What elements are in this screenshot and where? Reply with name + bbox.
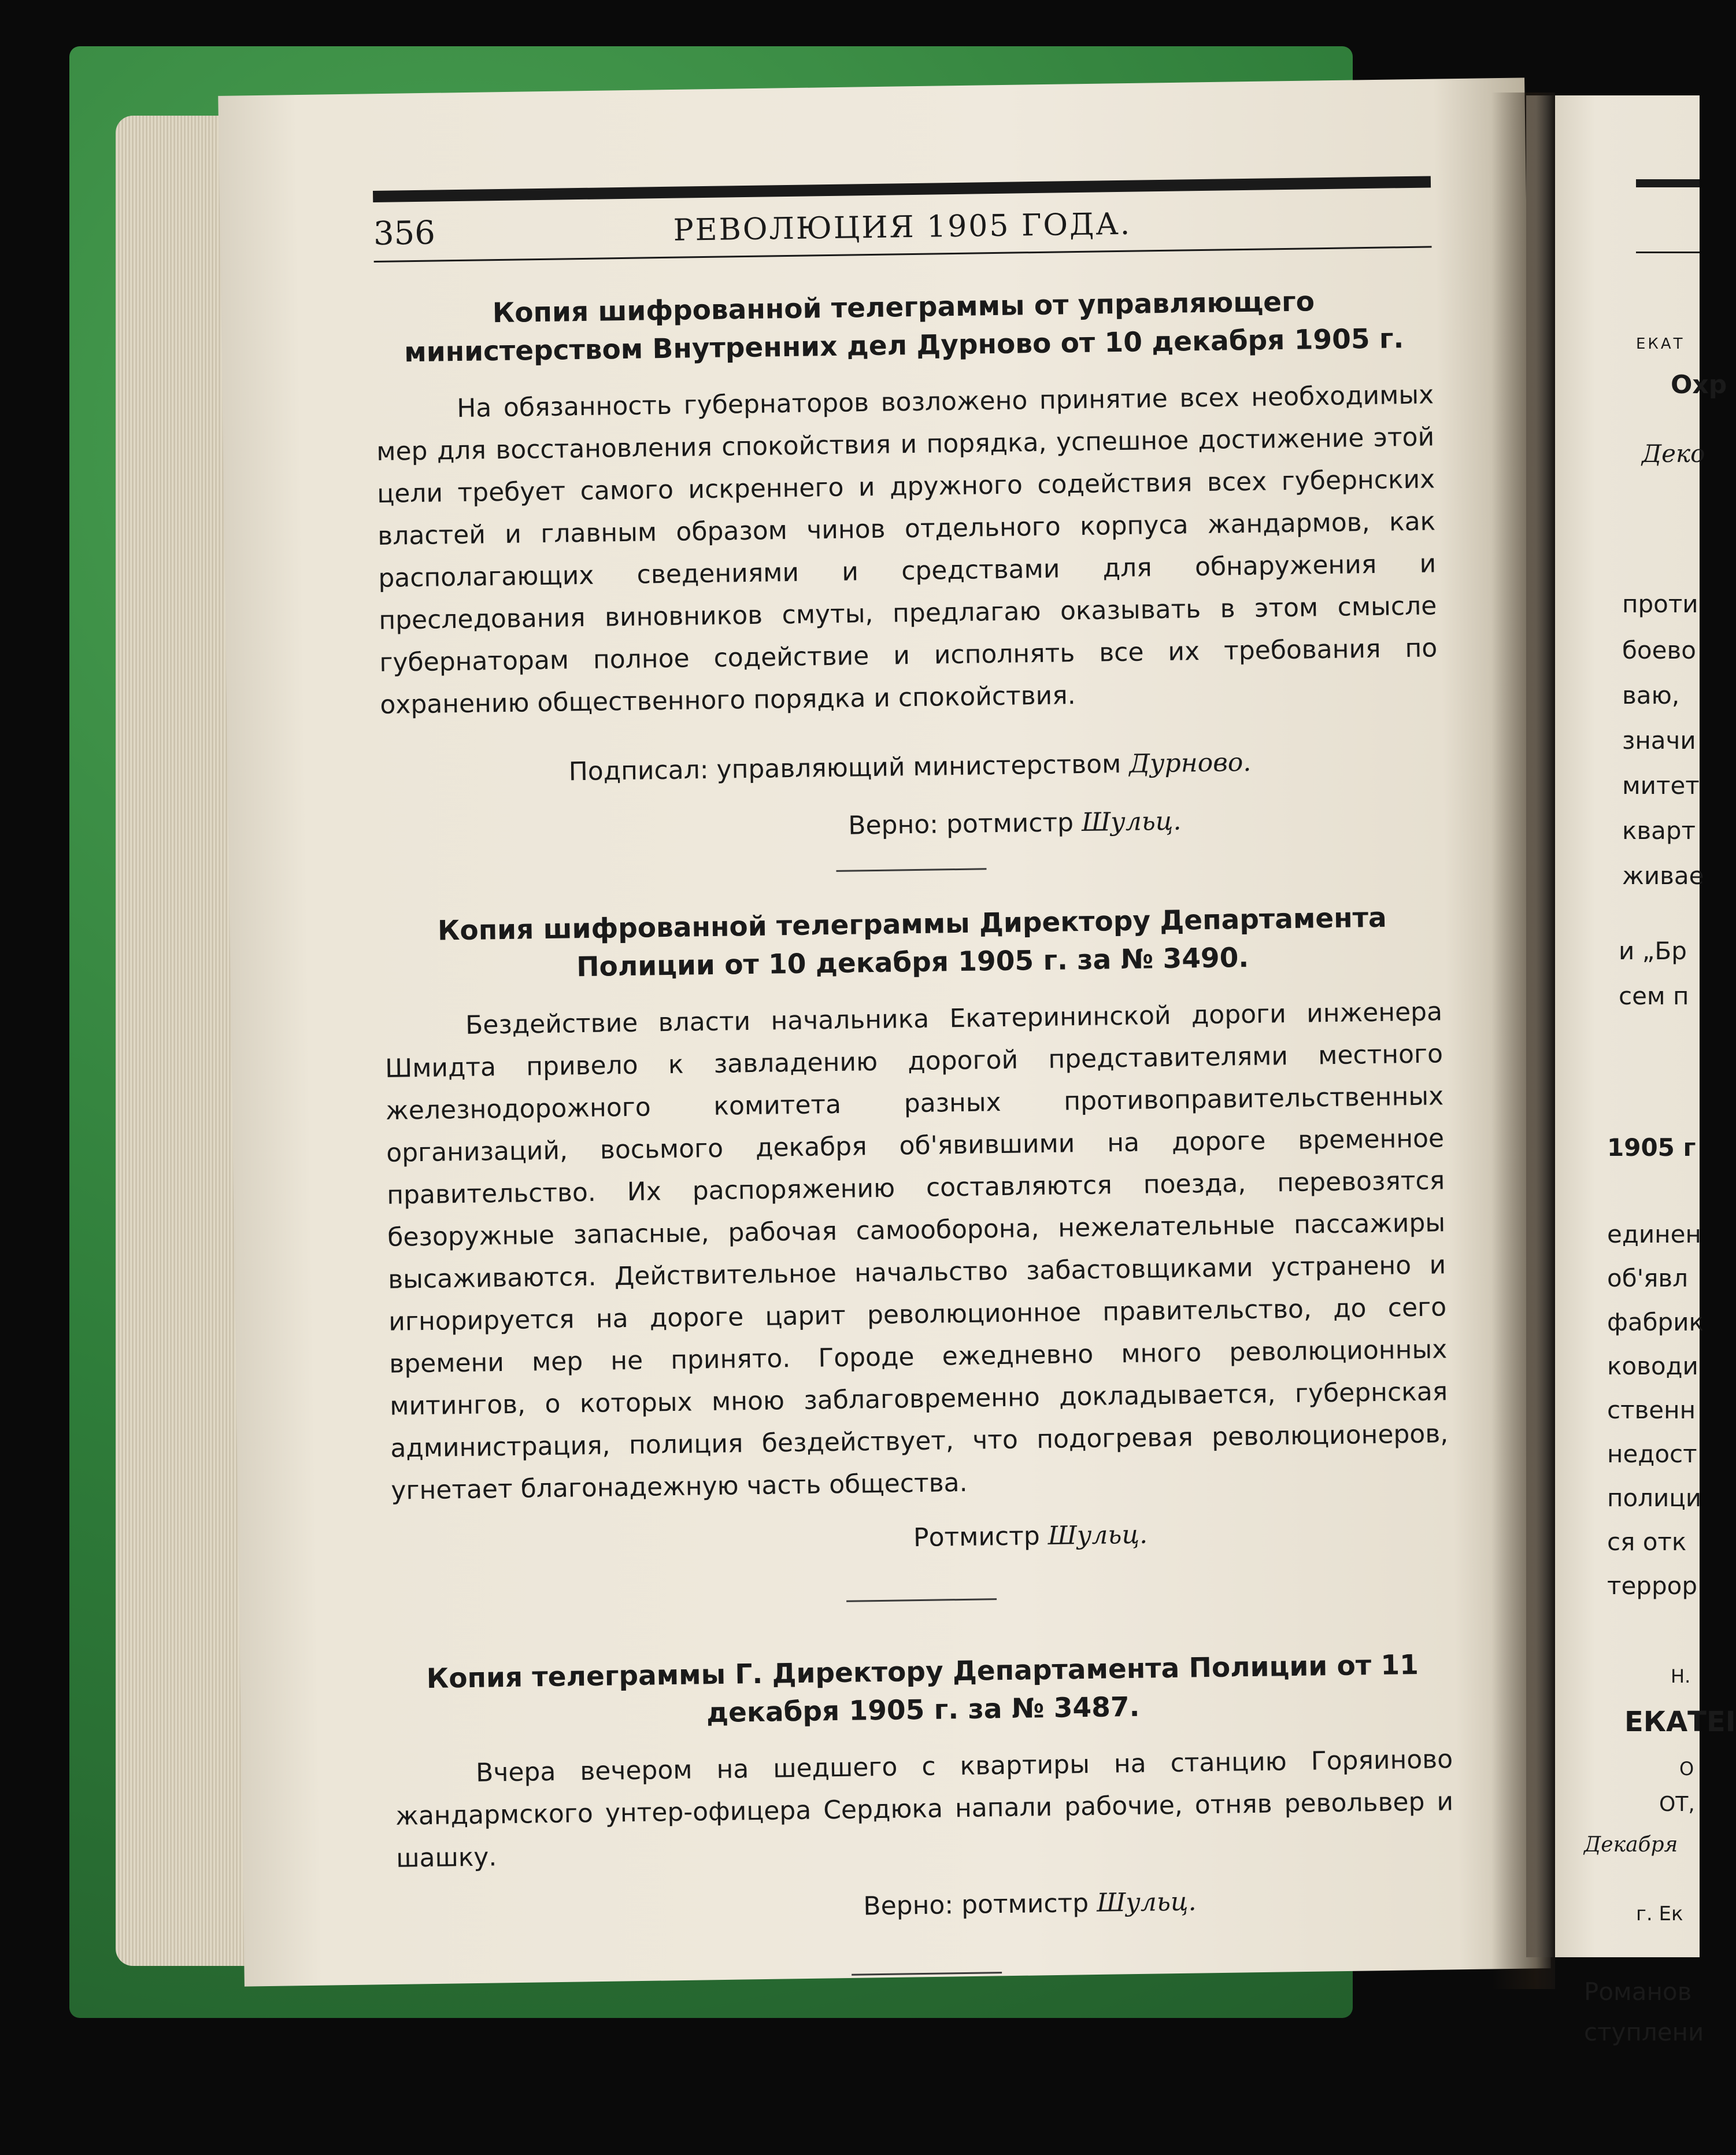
right-fragment: недост xyxy=(1607,1440,1697,1468)
telegram-section-1 xyxy=(375,281,1440,853)
right-fragment: сем п xyxy=(1619,982,1689,1010)
signature-text: Подписал: управляющий министерством xyxy=(568,749,1121,787)
right-fragment: Охр xyxy=(1671,370,1727,400)
running-title: РЕВОЛЮЦИЯ 1905 ГОДА. xyxy=(673,206,1132,248)
right-fragment: об'явл xyxy=(1607,1264,1689,1292)
signature-name: Шульц. xyxy=(1096,1887,1197,1918)
right-fragment: ступлени xyxy=(1584,2018,1704,2046)
signature-text: Верно: ротмистр xyxy=(847,808,1074,841)
right-fragment: ваю, xyxy=(1622,681,1680,709)
right-fragment: ководи xyxy=(1607,1352,1698,1380)
section-title: Копия шифрованной телеграммы Директору Департамента Полиции от 10 декабря 1905 г. за № 3490. xyxy=(437,901,1387,984)
right-fragment: фабрик xyxy=(1607,1308,1704,1336)
page-content xyxy=(373,176,1456,2016)
right-fragment: Деко xyxy=(1642,439,1705,468)
spine-shadow xyxy=(1491,93,1555,1989)
page-number: 356 xyxy=(373,214,436,253)
section-separator xyxy=(836,868,986,872)
right-fragment: митет xyxy=(1622,771,1700,800)
right-fragment: единен xyxy=(1607,1220,1701,1248)
section-separator xyxy=(846,1598,997,1602)
right-fragment: О xyxy=(1679,1758,1694,1780)
right-header-rule-thin xyxy=(1636,252,1700,253)
signature-line xyxy=(381,739,1439,796)
right-fragment: Н. xyxy=(1671,1665,1691,1687)
right-fragment: кварт xyxy=(1622,816,1696,845)
right-fragment: полици xyxy=(1607,1484,1702,1512)
telegram-section-2 xyxy=(383,898,1450,1566)
right-fragment: живае xyxy=(1622,862,1704,890)
right-fragment: Романов xyxy=(1584,1977,1692,2006)
right-fragment: 1905 г xyxy=(1607,1133,1696,1162)
right-fragment: террор xyxy=(1607,1572,1697,1600)
telegram-section-3 xyxy=(393,1646,1454,1934)
right-fragment: ственн xyxy=(1607,1396,1696,1424)
right-fragment: ЕКАТЕІ xyxy=(1624,1706,1736,1738)
signature-text: Ротмистр xyxy=(913,1521,1041,1553)
signature-name: Дурново. xyxy=(1128,747,1252,779)
section-separator xyxy=(852,1972,1002,1976)
right-fragment: боево xyxy=(1622,636,1696,664)
signature-text: Верно: ротмистр xyxy=(863,1888,1089,1921)
signature-line xyxy=(391,1510,1450,1566)
right-fragment: ся отк xyxy=(1607,1528,1687,1556)
signature-name: Шульц. xyxy=(1047,1520,1148,1551)
right-fragment: г. Ек xyxy=(1636,1902,1683,1925)
signature-line xyxy=(382,797,1440,853)
right-fragment: ЕКАТ xyxy=(1636,335,1685,353)
section-title: Копия телеграммы Г. Директору Департамента Полиции от 11 декабря 1905 г. за № 3487. xyxy=(426,1648,1419,1729)
section-body: Бездействие власти начальника Екатерининской дороги инженера Шмидта привело к завладению дорогой представителями местного железнодорожного комитета разных противоправительственных организаций, восьмого декабря об'явившими на дороге временное правительство. Их распоряжению составляются поезда, перевозятся безоружные запасные, рабочая самооборона, нежелательные пассажиры высаживаются. Действительное начальство забастовщиками устранено и игнорируется на дороге царит революционное правительство, до сего времени мер не принято. Городе ежедневно много революционных митингов, о которых мною заблаговременно докладывается, губернская администрация, полиция бездействует, что подогревая революционеров, угнетает благонадежную часть общества. xyxy=(384,997,1449,1506)
right-fragment: значи xyxy=(1622,726,1696,755)
right-fragment: ОТ, xyxy=(1659,1792,1695,1816)
right-header-rule xyxy=(1636,179,1700,187)
section-body: Вчера вечером на шедшего с квартиры на станцию Горяиново жандармского унтер-офицера Сердюка напали рабочие, отняв револьвер и шашку. xyxy=(395,1744,1454,1873)
right-fragment: проти xyxy=(1622,590,1698,618)
right-fragment: Декабря xyxy=(1584,1833,1678,1857)
section-title: Копия шифрованной телеграммы от управляющего министерством Внутренних дел Дурново от 10 декабря 1905 г. xyxy=(404,286,1404,369)
signature-name: Шульц. xyxy=(1081,806,1182,837)
signature-line xyxy=(397,1877,1455,1934)
right-fragment: и „Бр xyxy=(1619,937,1687,965)
section-body: На обязанность губернаторов возложено принятие всех необходимых мер для восстановления спокойствия и порядка, успешное достижение этой цели требует самого искреннего и дружного содействия всех губернских властей и главным образом чинов отдельного корпуса жандармов, как располагающих сведениями и средствами для обнаружения и преследования виновников смуты, предлагаю оказывать в этом смысле губернаторам полное содействие и исполнять все их требования по охранению общественного порядка и спокойствия. xyxy=(376,380,1438,720)
page-header xyxy=(373,200,1432,253)
